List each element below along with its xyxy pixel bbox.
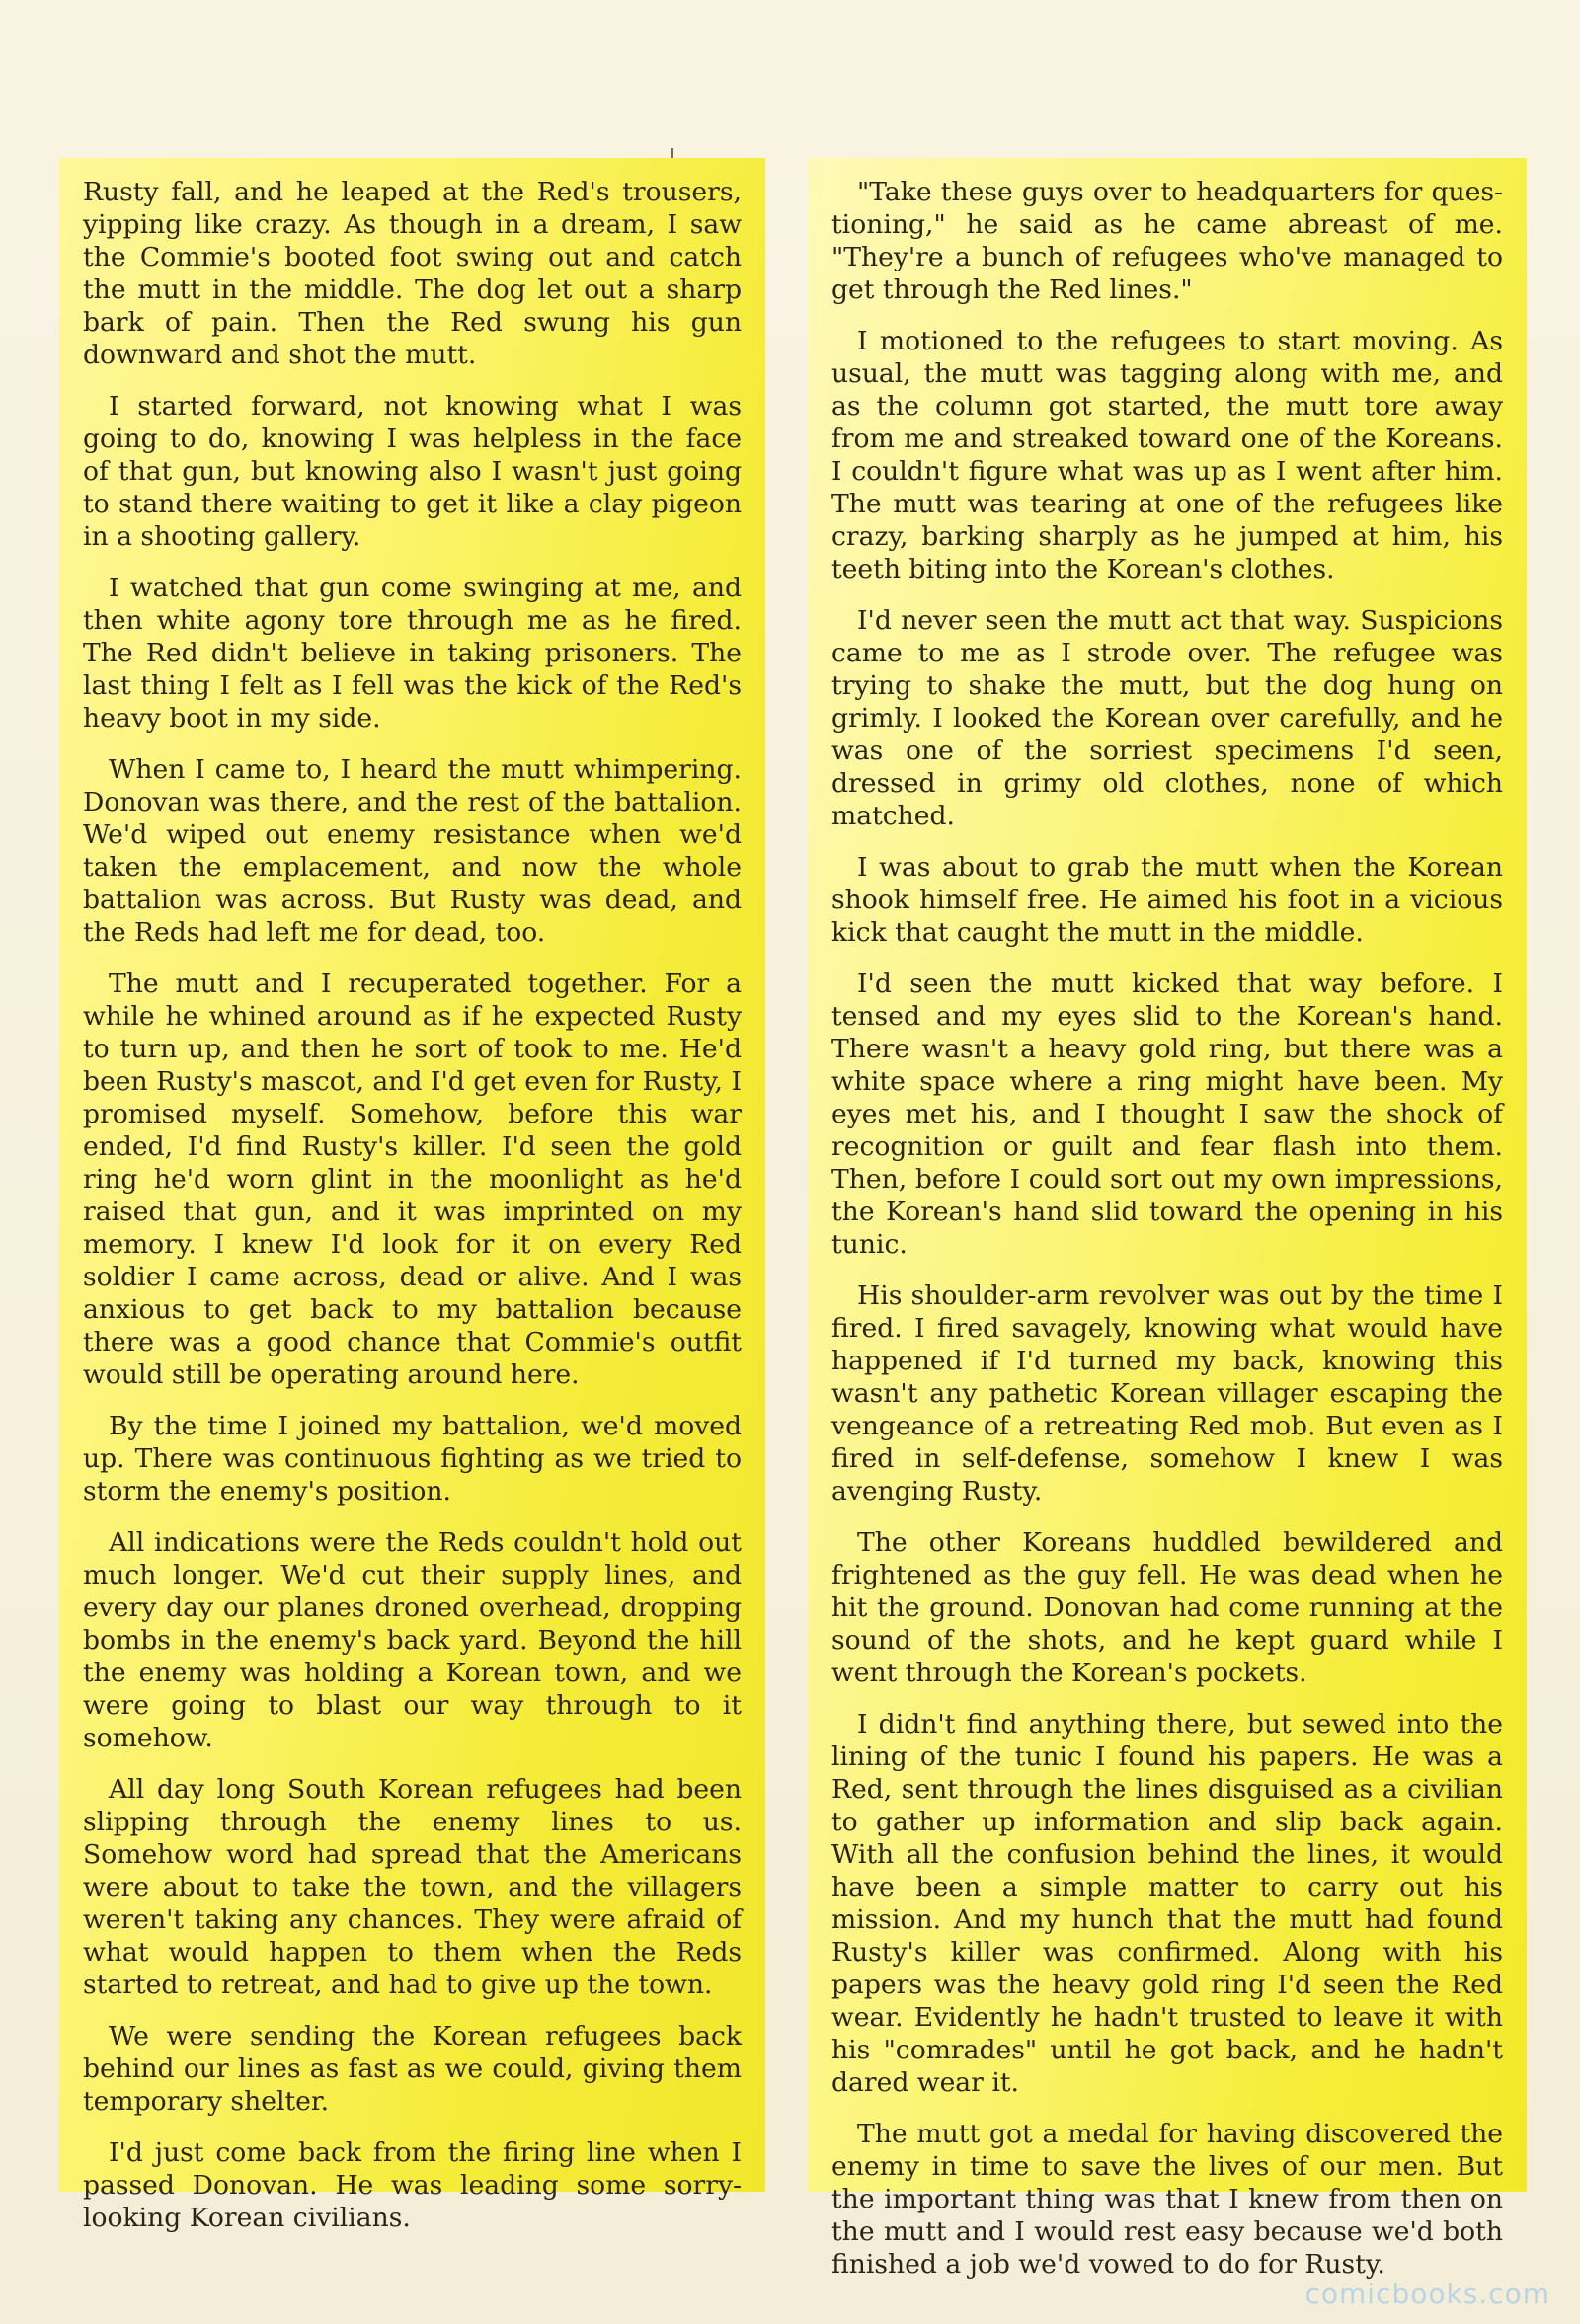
paragraph: I started forward, not knowing what I was going to do, knowing I was helpless in the face of that gun, but knowing also I wasn't just going to stand there waiting to get it like a clay pigeon in a shooting gallery. [83,391,742,552]
paragraph: We were sending the Korean refugees back behind our lines as fast as we could, giving them temporary shelter. [83,2021,742,2117]
site-watermark: comicbooks.com [1304,2278,1550,2310]
text-column-right [808,158,1527,2280]
paragraph: The mutt and I recuperated together. For a while he whined around as if he expected Rusty to turn up, and then he sort of took to me. He'd been Rusty's mascot, and I'd get even for Rusty, I promised myself. Somehow, before this war ended, I'd find Rusty's killer. I'd seen the gold ring he'd worn glint in the moonlight as he'd raised that gun, and it was imprinted on my memory. I knew I'd look for it on every Red soldier I came across, dead or alive. And I was anxious to get back to my battalion because there was a good chance that Commie's outfit would still be operating around here. [83,968,742,1390]
paragraph: I motioned to the refugees to start moving. As usual, the mutt was tagging along with me, and as the column got started, the mutt tore away from me and streaked toward one of the Koreans. I couldn't figure what was up as I went after him. The mutt was tearing at one of the refugees like crazy, barking sharply as he jumped at him, his teeth biting into the Korean's clothes. [831,326,1503,584]
paragraph: "Take these guys over to headquarters for questioning," he said as he came abreast of me. "They're a bunch of refugees who've managed to get through the Red lines." [831,177,1503,305]
paragraph: I was about to grab the mutt when the Korean shook himself free. He aimed his foot in a vicious kick that caught the mutt in the middle. [831,852,1503,948]
paragraph: I didn't find anything there, but sewed into the lining of the tunic I found his papers. He was a Red, sent through the lines disguised as a civilian to gather up information and slip back again. With all the confusion behind the lines, it would have been a simple matter to carry out his mission. And my hunch that the mutt had found Rusty's killer was confirmed. Along with his papers was the heavy gold ring I'd seen the Red wear. Evidently he hadn't trusted to leave it with his "comrades" until he got back, and he hadn't dared wear it. [831,1709,1503,2098]
paragraph: I'd seen the mutt kicked that way before. I tensed and my eyes slid to the Korean's hand. There wasn't a heavy gold ring, but there was a white space where a ring might have been. My eyes met his, and I thought I saw the shock of recognition or guilt and fear flash into them. Then, before I could sort out my own impressions, the Korean's hand slid toward the opening in his tunic. [831,968,1503,1260]
paragraph: The other Koreans huddled bewildered and frightened as the guy fell. He was dead when he hit the ground. Donovan had come running at the sound of the shots, and he kept guard while I went through the Korean's pockets. [831,1527,1503,1688]
paragraph: I'd never seen the mutt act that way. Suspicions came to me as I strode over. The refugee was trying to shake the mutt, but the dog hung on grimly. I looked the Korean over carefully, and he was one of the sorriest specimens I'd seen, dressed in grimy old clothes, none of which matched. [831,605,1503,831]
paragraph: When I came to, I heard the mutt whimpering. Donovan was there, and the rest of the battalion. We'd wiped out enemy resistance when we'd taken the emplacement, and now the whole battalion was across. But Rusty was dead, and the Reds had left me for dead, too. [83,754,742,948]
paragraph: I watched that gun come swinging at me, and then white agony tore through me as he fired. The Red didn't believe in taking prisoners. The last thing I felt as I fell was the kick of the Red's heavy boot in my side. [83,573,742,734]
paragraph: All day long South Korean refugees had been slipping through the enemy lines to us. Somehow word had spread that the Americans were about to take the town, and the villagers weren't taking any chances. They were afraid of what would happen to them when the Reds started to retreat, and had to give up the town. [83,1774,742,2000]
paragraph: The mutt got a medal for having discovered the enemy in time to save the lives of our men. But the important thing was that I knew from then on the mutt and I would rest easy because we'd both finished a job we'd vowed to do for Rusty. [831,2119,1503,2280]
text-column-left [59,158,765,2233]
paragraph: By the time I joined my battalion, we'd moved up. There was continuous fighting as we tried to storm the enemy's position. [83,1411,742,1507]
paragraph: His shoulder-arm revolver was out by the time I fired. I fired savagely, knowing what would have happened if I'd turned my back, knowing this wasn't any pathetic Korean villager escaping the vengeance of a retreating Red mob. But even as I fired in self-defense, somehow I knew I was avenging Rusty. [831,1280,1503,1507]
paragraph: All indications were the Reds couldn't hold out much longer. We'd cut their supply lines, and every day our planes droned overhead, dropping bombs in the enemy's back yard. Beyond the hill the enemy was holding a Korean town, and we were going to blast our way through to it somehow. [83,1527,742,1753]
paragraph: I'd just come back from the firing line when I passed Donovan. He was leading some sorry-looking Korean civilians. [83,2137,742,2233]
paragraph: Rusty fall, and he leaped at the Red's trousers, yipping like crazy. As though in a dream, I saw the Commie's booted foot swing out and catch the mutt in the middle. The dog let out a sharp bark of pain. Then the Red swung his gun downward and shot the mutt. [83,177,742,370]
